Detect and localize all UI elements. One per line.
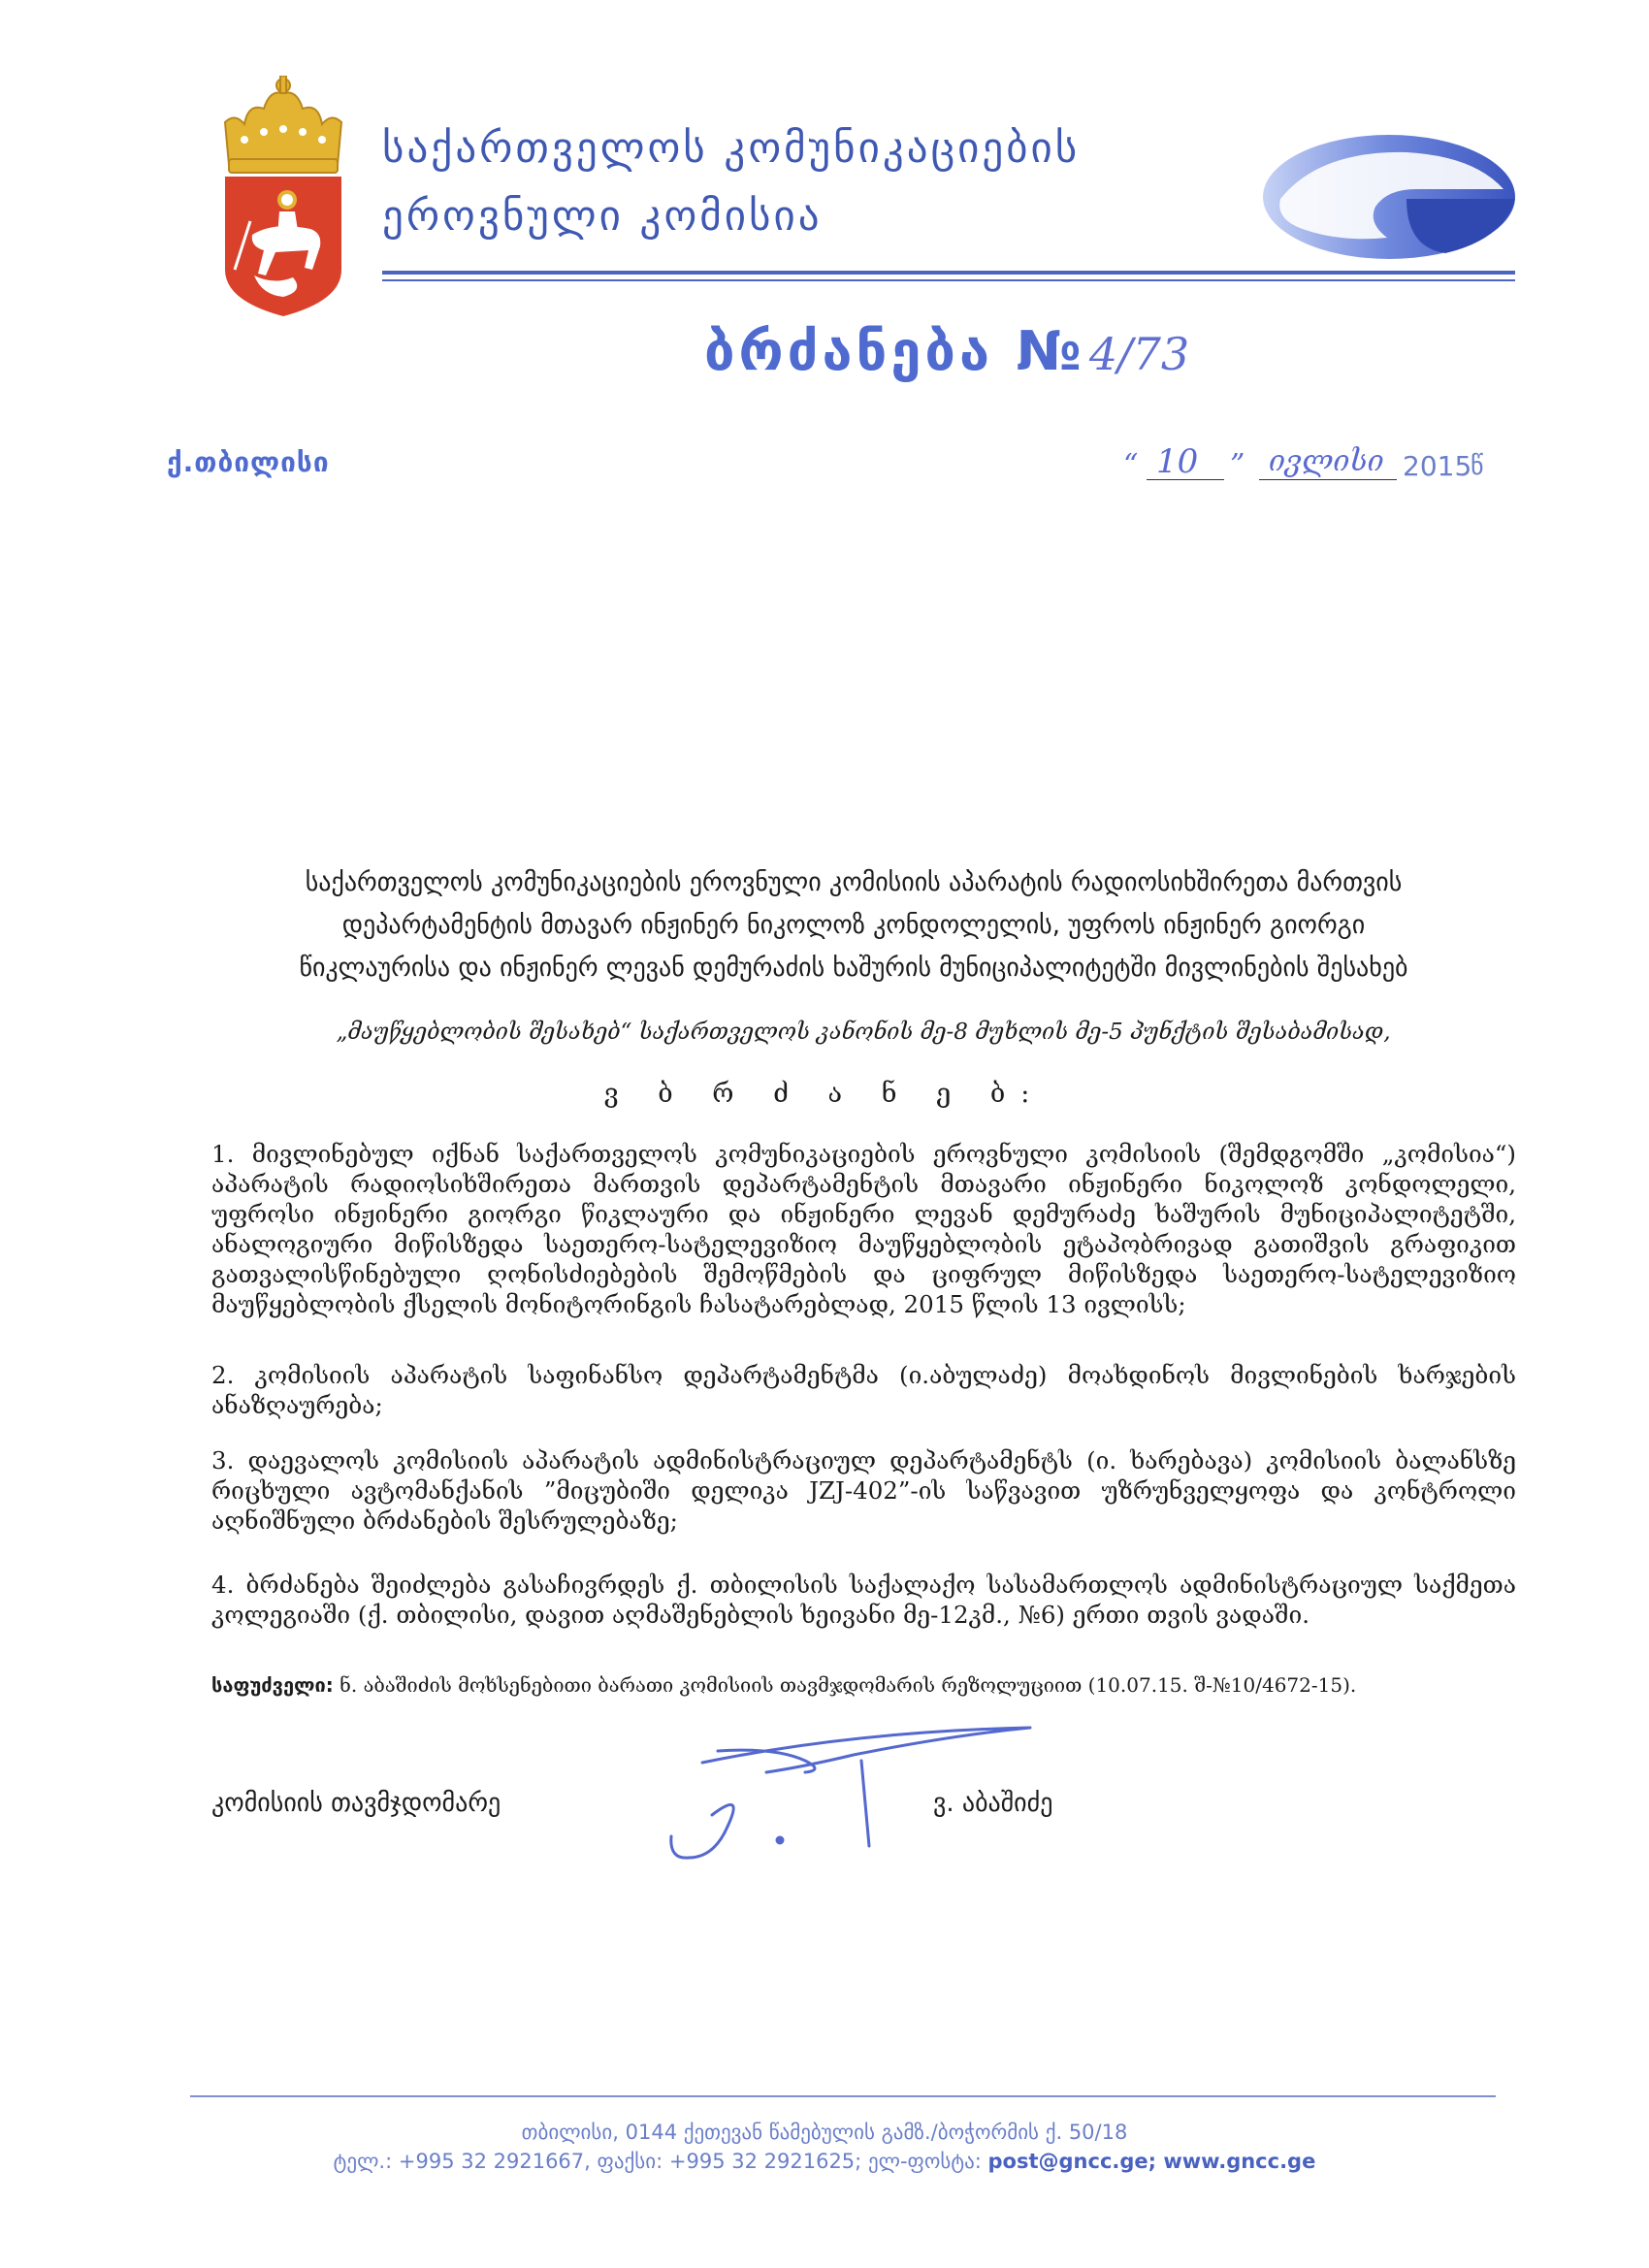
date-open-quote: “ xyxy=(1123,448,1139,482)
org-name-line-2: ეროვნული კომისია xyxy=(382,192,823,241)
orders-heading: ვ ბ რ ძ ა ნ ე ბ: xyxy=(603,1079,1046,1109)
gncc-logo xyxy=(1261,131,1518,262)
paragraph-4: 4. ბრძანება შეიძლება გასაჩივრდეს ქ. თბილისის საქალაქო სასამართლოს ადმინისტრაციულ საქმეთა კოლეგიაში (ქ. თბილისი, დავით აღმაშენებლის ხეივანი მე-12კმ., №6) ერთი თვის ვადაში. xyxy=(211,1571,1516,1629)
subject-line-3: წიკლაურისა და ინჟინერ ლევან დემურაძის ხაშურის მუნიციპალიტეტში მივლინების შესახებ xyxy=(299,954,1408,983)
paragraph-3: 3. დაევალოს კომისიის აპარატის ადმინისტრაციულ დეპარტამენტს (ი. ხარებავა) კომისიის ბალანსზე რიცხული ავტომანქანის ”მიცუბიში დელიკა JZJ-402”-ის საწვავით უზრუნველყოფა და კონტროლი აღნიშნული ბრძანების შესრულებაზე; xyxy=(211,1446,1516,1535)
signatory-title: კომისიის თავმჯდომარე xyxy=(211,1789,501,1818)
order-subject xyxy=(175,861,1533,989)
order-title xyxy=(704,320,1189,383)
order-date xyxy=(1123,442,1531,497)
subject-line-1: საქართველოს კომუნიკაციების ეროვნული კომისიის აპარატის რადიოსიხშირეთა მართვის xyxy=(305,868,1403,897)
footer-email-web[interactable]: post@gncc.ge; www.gncc.ge xyxy=(987,2150,1316,2173)
header-rule-thick xyxy=(382,271,1515,275)
city-label: ქ.თბილისი xyxy=(167,446,330,478)
footer-email-label: ელ-ფოსტა: xyxy=(867,2150,982,2173)
basis-note xyxy=(211,1672,1516,1698)
footer-tel: +995 32 2921667, xyxy=(398,2150,591,2173)
order-number: 4/73 xyxy=(1088,328,1190,380)
date-day-underline xyxy=(1147,479,1224,480)
date-close-quote: ” xyxy=(1230,448,1245,482)
footer-fax-label: ფაქსი: xyxy=(597,2150,663,2173)
legal-basis: „მაუწყებლობის შესახებ“ საქართველოს კანონის მე-8 მუხლის მე-5 პუნქტის შესაბამისად, xyxy=(336,1020,1391,1045)
footer-tel-label: ტელ.: xyxy=(333,2150,393,2173)
basis-note-label: საფუძველი: xyxy=(211,1673,334,1697)
footer-address: თბილისი, 0144 ქეთევან წამებულის გამზ./ბოჭორმის ქ. 50/18 xyxy=(521,2121,1128,2144)
date-day: 10 xyxy=(1156,442,1199,481)
header-rule-thin xyxy=(382,279,1515,281)
signatory-name: ვ. აბაშიძე xyxy=(933,1789,1053,1818)
basis-note-text: ნ. აბაშიძის მოხსენებითი ბარათი კომისიის თავმჯდომარის რეზოლუციით (10.07.15. შ-№10/4672-15). xyxy=(340,1673,1357,1697)
date-year: 2015 xyxy=(1403,450,1472,482)
coat-of-arms xyxy=(215,76,351,318)
paragraph-1: 1. მივლინებულ იქნან საქართველოს კომუნიკაციების ეროვნული კომისიის (შემდგომში „კომისია“) აპარატის რადიოსიხშირეთა მართვის დეპარტამენტის მთავარი ინჟინერი ნიკოლოზ კონდოლელი, უფროსი ინჟინერი გიორგი წიკლაური და ინჟინერი ლევან დემურაძე ხაშურის მუნიციპალიტეტში, ანალოგიური მიწისზედა საეთერო-სატელევიზიო მაუწყებლობის ეტაპობრივად გათიშვის გრაფიკით გათვალისწინებული ღონისძიებების შემოწმების და ციფრულ მიწისზედა საეთერო-სატელევიზიო მაუწყებლობის ქსელის მონიტორინგის ჩასატარებლად, 2015 წლის 13 ივლისს; xyxy=(211,1140,1516,1318)
footer-fax: +995 32 2921625; xyxy=(668,2150,862,2173)
footer-rule xyxy=(190,2095,1496,2097)
date-suffix: წ xyxy=(1471,452,1484,481)
date-month: ივლისი xyxy=(1269,444,1384,478)
footer-contacts xyxy=(0,2150,1649,2173)
paragraph-2: 2. კომისიის აპარატის საფინანსო დეპარტამენტმა (ი.აბულაძე) მოახდინოს მივლინების ხარჯების ანაზღაურება; xyxy=(211,1361,1516,1419)
subject-line-2: დეპარტამენტის მთავარ ინჟინერ ნიკოლოზ კონდოლელის, უფროს ინჟინერ გიორგი xyxy=(341,911,1366,940)
order-title-label: ბრძანება № xyxy=(704,320,1085,383)
date-month-underline xyxy=(1259,479,1397,480)
org-name-line-1: საქართველოს კომუნიკაციების xyxy=(382,124,1081,173)
